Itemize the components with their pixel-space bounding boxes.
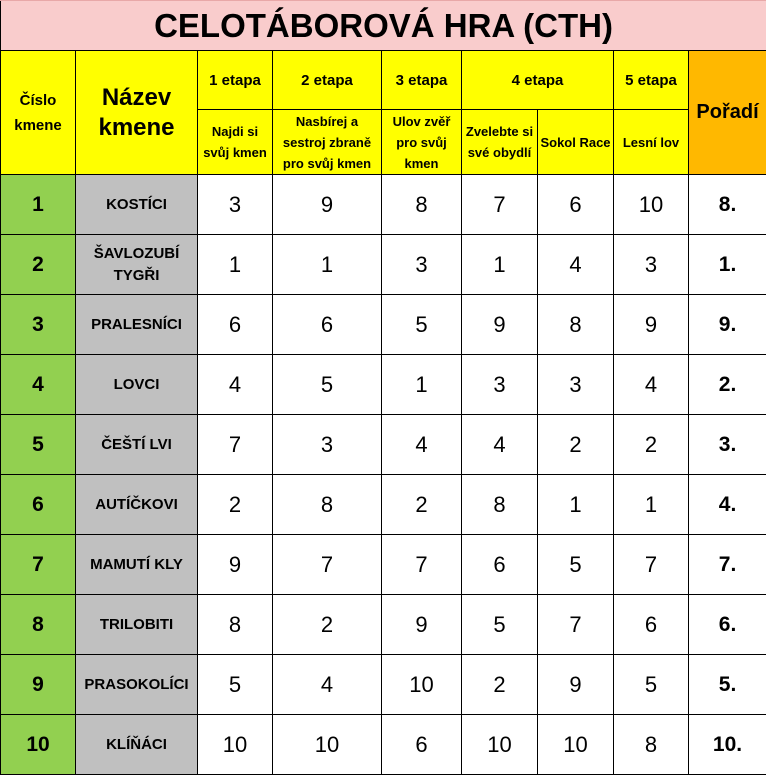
score-cell: 2: [462, 655, 538, 715]
score-cell: 7: [614, 535, 689, 595]
header-stage-1: 1 etapa: [198, 51, 273, 110]
header-task-2-1: Nasbírej a sestroj zbraně pro svůj kmen: [273, 110, 382, 175]
tribe-number-cell: 2: [1, 235, 76, 295]
rank-cell: 6.: [689, 595, 766, 655]
score-cell: 1: [614, 475, 689, 535]
score-cell: 8: [462, 475, 538, 535]
score-cell: 8: [273, 475, 382, 535]
score-cell: 6: [538, 175, 614, 235]
tribe-number-cell: 6: [1, 475, 76, 535]
table-row: [1, 415, 766, 475]
score-cell: 9: [382, 595, 462, 655]
score-cell: 9: [462, 295, 538, 355]
tribe-name-cell: TRILOBITI: [76, 595, 198, 655]
table-body: [1, 175, 766, 775]
score-cell: 3: [614, 235, 689, 295]
score-cell: 5: [614, 655, 689, 715]
score-cell: 10: [538, 715, 614, 775]
header-stage-2: 2 etapa: [273, 51, 382, 110]
score-cell: 8: [382, 175, 462, 235]
table-row: [1, 235, 766, 295]
score-cell: 7: [382, 535, 462, 595]
score-cell: 3: [462, 355, 538, 415]
rank-cell: 3.: [689, 415, 766, 475]
rank-cell: 4.: [689, 475, 766, 535]
tribe-name-cell: LOVCI: [76, 355, 198, 415]
tribe-name-cell: ČEŠTÍ LVI: [76, 415, 198, 475]
score-cell: 7: [198, 415, 273, 475]
score-cell: 1: [273, 235, 382, 295]
score-cell: 6: [273, 295, 382, 355]
score-cell: 6: [382, 715, 462, 775]
table-row: [1, 655, 766, 715]
header-task-3-1: Ulov zvěř pro svůj kmen: [382, 110, 462, 175]
score-cell: 9: [198, 535, 273, 595]
score-cell: 6: [198, 295, 273, 355]
score-cell: 4: [273, 655, 382, 715]
rank-cell: 8.: [689, 175, 766, 235]
score-cell: 1: [198, 235, 273, 295]
rank-cell: 10.: [689, 715, 766, 775]
score-cell: 7: [462, 175, 538, 235]
table-row: [1, 175, 766, 235]
tribe-name-cell: PRALESNÍCI: [76, 295, 198, 355]
tribe-name-cell: ŠAVLOZUBÍ TYGŘI: [76, 235, 198, 295]
score-cell: 4: [614, 355, 689, 415]
table-row: [1, 475, 766, 535]
rank-cell: 7.: [689, 535, 766, 595]
header-stage-5: 5 etapa: [614, 51, 689, 110]
header-tribe-number: Číslo kmene: [1, 51, 76, 175]
tribe-name-cell: KOSTÍCI: [76, 175, 198, 235]
tribe-number-cell: 7: [1, 535, 76, 595]
score-cell: 10: [614, 175, 689, 235]
score-cell: 5: [382, 295, 462, 355]
tribe-name-cell: KLÍŇÁCI: [76, 715, 198, 775]
score-cell: 2: [198, 475, 273, 535]
rank-cell: 5.: [689, 655, 766, 715]
score-cell: 3: [198, 175, 273, 235]
score-cell: 3: [538, 355, 614, 415]
table-row: [1, 295, 766, 355]
score-cell: 8: [198, 595, 273, 655]
rank-cell: 2.: [689, 355, 766, 415]
score-cell: 5: [462, 595, 538, 655]
score-cell: 10: [382, 655, 462, 715]
tribe-number-cell: 8: [1, 595, 76, 655]
table-row: [1, 715, 766, 775]
tribe-number-cell: 10: [1, 715, 76, 775]
tribe-number-cell: 3: [1, 295, 76, 355]
score-cell: 3: [382, 235, 462, 295]
score-cell: 4: [462, 415, 538, 475]
score-cell: 1: [538, 475, 614, 535]
score-cell: 6: [462, 535, 538, 595]
header-row-stages: [1, 51, 766, 110]
table-row: [1, 355, 766, 415]
tribe-number-cell: 5: [1, 415, 76, 475]
score-cell: 9: [614, 295, 689, 355]
score-cell: 8: [614, 715, 689, 775]
rank-cell: 9.: [689, 295, 766, 355]
header-task-4-2: Sokol Race: [538, 110, 614, 175]
score-cell: 4: [198, 355, 273, 415]
score-cell: 5: [273, 355, 382, 415]
header-stage-4: 4 etapa: [462, 51, 614, 110]
score-cell: 7: [538, 595, 614, 655]
score-cell: 10: [462, 715, 538, 775]
tribe-number-cell: 9: [1, 655, 76, 715]
score-cell: 5: [198, 655, 273, 715]
score-cell: 2: [382, 475, 462, 535]
title-row: [1, 1, 766, 51]
score-cell: 2: [273, 595, 382, 655]
header-task-1-1: Najdi si svůj kmen: [198, 110, 273, 175]
header-tribe-name: Název kmene: [76, 51, 198, 175]
table-row: [1, 595, 766, 655]
table-row: [1, 535, 766, 595]
header-stage-3: 3 etapa: [382, 51, 462, 110]
score-cell: 10: [198, 715, 273, 775]
tribe-name-cell: MAMUTÍ KLY: [76, 535, 198, 595]
score-cell: 6: [614, 595, 689, 655]
score-cell: 4: [538, 235, 614, 295]
score-cell: 2: [614, 415, 689, 475]
tribe-number-cell: 4: [1, 355, 76, 415]
header-task-5-1: Lesní lov: [614, 110, 689, 175]
header-rank: Pořadí: [689, 51, 766, 175]
header-task-4-1: Zvelebte si své obydlí: [462, 110, 538, 175]
rank-cell: 1.: [689, 235, 766, 295]
score-cell: 4: [382, 415, 462, 475]
tribe-name-cell: PRASOKOLÍCI: [76, 655, 198, 715]
score-cell: 1: [462, 235, 538, 295]
score-cell: 8: [538, 295, 614, 355]
score-cell: 1: [382, 355, 462, 415]
tribe-number-cell: 1: [1, 175, 76, 235]
tribe-name-cell: AUTÍČKOVI: [76, 475, 198, 535]
table-title: CELOTÁBOROVÁ HRA (CTH): [1, 1, 766, 51]
score-cell: 9: [273, 175, 382, 235]
score-cell: 7: [273, 535, 382, 595]
score-cell: 3: [273, 415, 382, 475]
score-cell: 2: [538, 415, 614, 475]
score-cell: 10: [273, 715, 382, 775]
score-cell: 9: [538, 655, 614, 715]
score-cell: 5: [538, 535, 614, 595]
